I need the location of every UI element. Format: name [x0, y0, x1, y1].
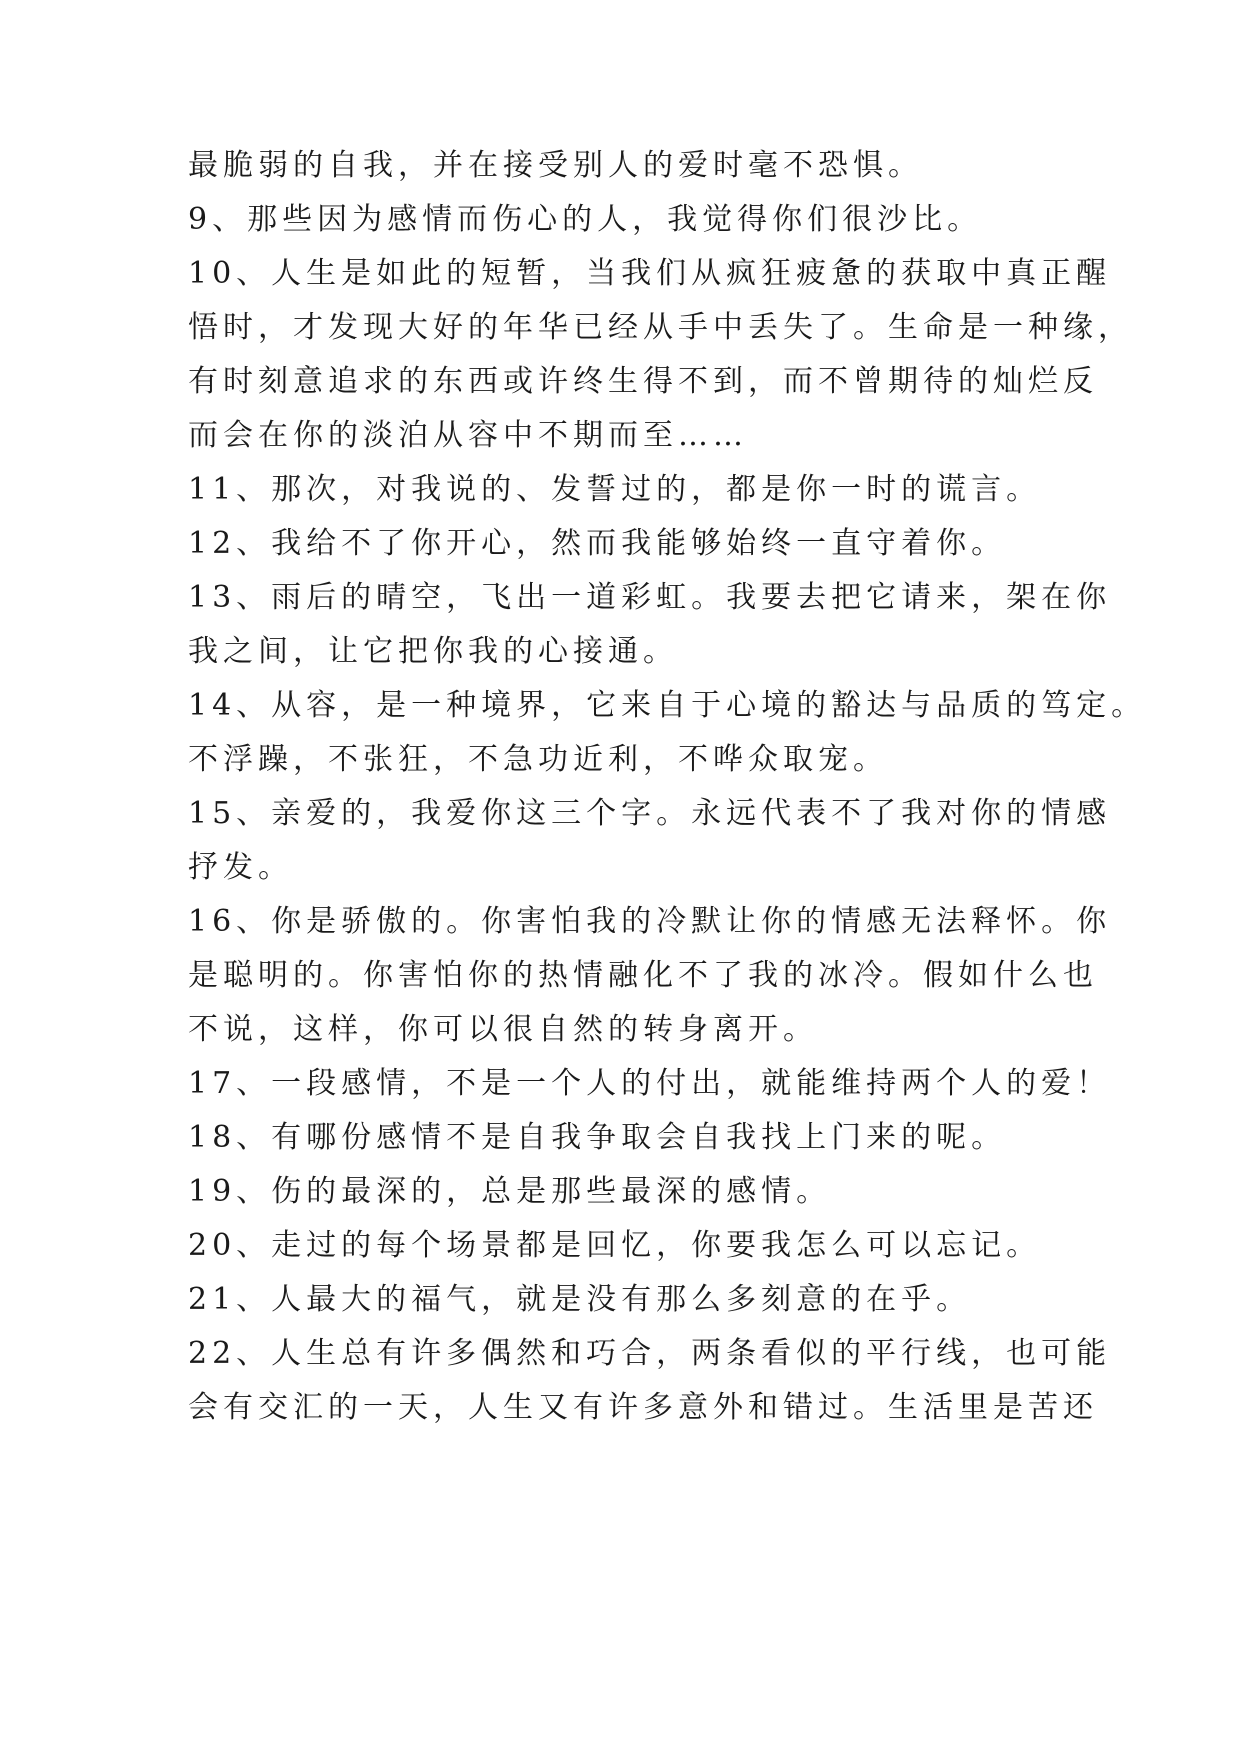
text-line: 有时刻意追求的东西或许终生得不到，而不曾期待的灿烂反 — [188, 364, 1098, 399]
text-line: 19、伤的最深的，总是那些最深的感情。 — [188, 1174, 832, 1209]
text-line: 14、从容，是一种境界，它来自于心境的豁达与品质的笃定。 — [188, 688, 1147, 723]
text-line: 13、雨后的晴空，飞出一道彩虹。我要去把它请来，架在你 — [188, 580, 1112, 615]
text-line: 9、那些因为感情而伤心的人，我觉得你们很沙比。 — [188, 202, 983, 237]
text-line: 18、有哪份感情不是自我争取会自我找上门来的呢。 — [188, 1120, 1007, 1155]
text-line: 不浮躁，不张狂，不急功近利，不哗众取宠。 — [188, 742, 888, 777]
text-line: 悟时，才发现大好的年华已经从手中丢失了。生命是一种缘， — [188, 310, 1133, 345]
text-line: 抒发。 — [188, 850, 293, 885]
text-line: 我之间，让它把你我的心接通。 — [188, 634, 678, 669]
text-line: 是聪明的。你害怕你的热情融化不了我的冰冷。假如什么也 — [188, 958, 1098, 993]
text-line: 17、一段感情，不是一个人的付出，就能维持两个人的爱！ — [188, 1066, 1112, 1101]
text-line: 22、人生总有许多偶然和巧合，两条看似的平行线，也可能 — [188, 1336, 1112, 1371]
text-line: 会有交汇的一天，人生又有许多意外和错过。生活里是苦还 — [188, 1390, 1098, 1425]
text-line: 不说，这样，你可以很自然的转身离开。 — [188, 1012, 818, 1047]
text-line: 而会在你的淡泊从容中不期而至…… — [188, 418, 748, 453]
text-line: 11、那次，对我说的、发誓过的，都是你一时的谎言。 — [188, 472, 1042, 507]
text-line: 21、人最大的福气，就是没有那么多刻意的在乎。 — [188, 1282, 972, 1317]
text-line: 10、人生是如此的短暂，当我们从疯狂疲惫的获取中真正醒 — [188, 256, 1112, 291]
text-line: 12、我给不了你开心，然而我能够始终一直守着你。 — [188, 526, 1007, 561]
text-line: 最脆弱的自我，并在接受别人的爱时毫不恐惧。 — [188, 148, 923, 183]
text-line: 15、亲爱的，我爱你这三个字。永远代表不了我对你的情感 — [188, 796, 1112, 831]
text-line: 16、你是骄傲的。你害怕我的冷默让你的情感无法释怀。你 — [188, 904, 1112, 939]
text-line: 20、走过的每个场景都是回忆，你要我怎么可以忘记。 — [188, 1228, 1042, 1263]
